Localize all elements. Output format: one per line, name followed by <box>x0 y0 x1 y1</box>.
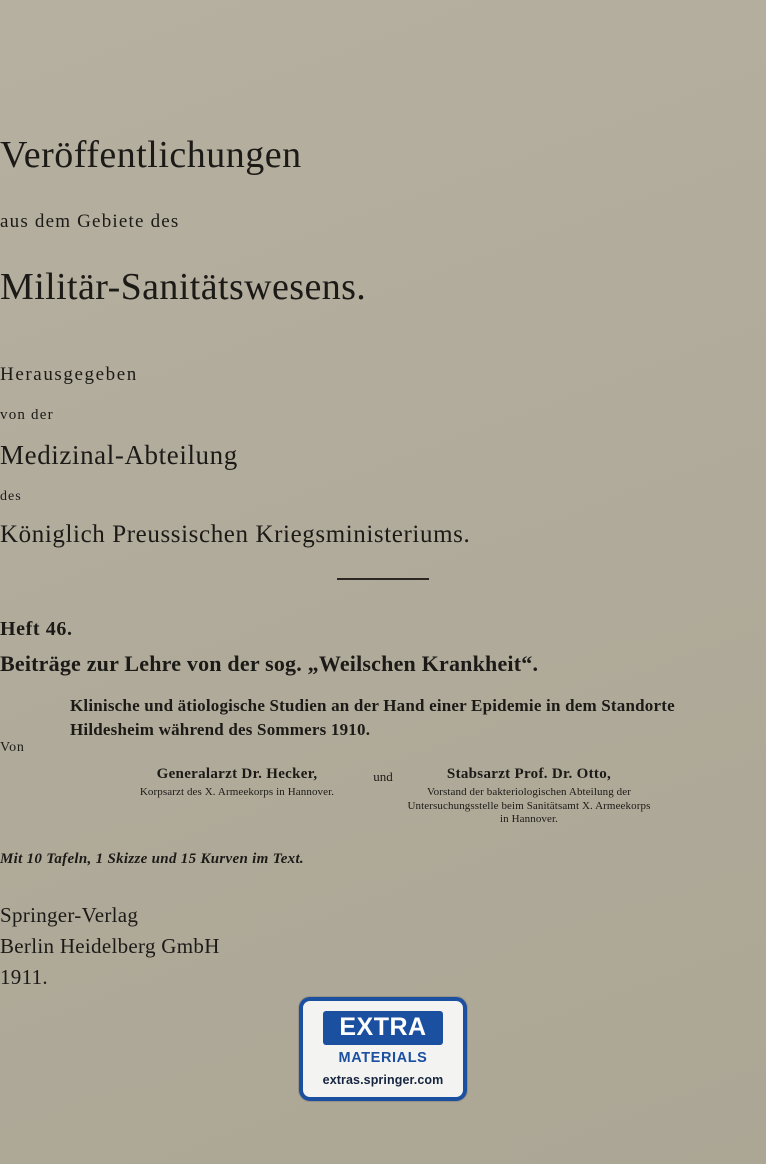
authors-conjunction: und <box>373 769 393 784</box>
plates-note: Mit 10 Tafeln, 1 Skizze und 15 Kurven im Text. <box>0 851 304 867</box>
of-the-label: des <box>0 489 22 504</box>
published-by-label: Herausgegeben <box>0 364 138 385</box>
author-name: Generalarzt Dr. Hecker, <box>156 766 318 782</box>
series-title: Veröffentlichungen <box>0 134 302 176</box>
work-title: Beiträge zur Lehre von der sog. „Weilschen Krankheit“. <box>0 651 539 676</box>
work-subtitle: Klinische und ätiologische Studien an der Hand einer Epidemie in dem Standorte Hildesheim während des Sommers 1910. <box>70 696 675 739</box>
authors-block <box>112 766 654 827</box>
publisher-location: Berlin Heidelberg GmbH <box>0 934 220 958</box>
extra-materials-badge[interactable] <box>299 997 467 1101</box>
ministry-name: Königlich Preussischen Kriegsministeriums. <box>0 521 471 548</box>
author-description: Vorstand der bakteriologischen Abteilung der Untersuchungsstelle beim Sanitätsamt X. Armeekorps in Hannover. <box>407 786 651 825</box>
by-label: Von <box>0 740 25 755</box>
issue-number: Heft 46. <box>0 618 73 640</box>
publication-year: 1911. <box>0 965 48 989</box>
author-entry-2 <box>404 766 654 827</box>
series-subtitle: aus dem Gebiete des <box>0 211 180 232</box>
publisher-name: Springer-Verlag <box>0 903 139 927</box>
author-name: Stabsarzt Prof. Dr. Otto, <box>446 766 612 782</box>
author-entry-1 <box>112 766 362 800</box>
publisher-block <box>0 900 766 993</box>
extra-label: EXTRA <box>323 1011 442 1044</box>
series-title-main: Militär-Sanitätswesens. <box>0 266 367 308</box>
by-the-label: von der <box>0 407 54 423</box>
materials-label: MATERIALS <box>338 1049 428 1066</box>
author-description: Korpsarzt des X. Armeekorps in Hannover. <box>139 786 335 798</box>
extras-url[interactable]: extras.springer.com <box>322 1072 444 1087</box>
divider-rule <box>337 578 429 580</box>
department-name: Medizinal-Abteilung <box>0 440 238 470</box>
